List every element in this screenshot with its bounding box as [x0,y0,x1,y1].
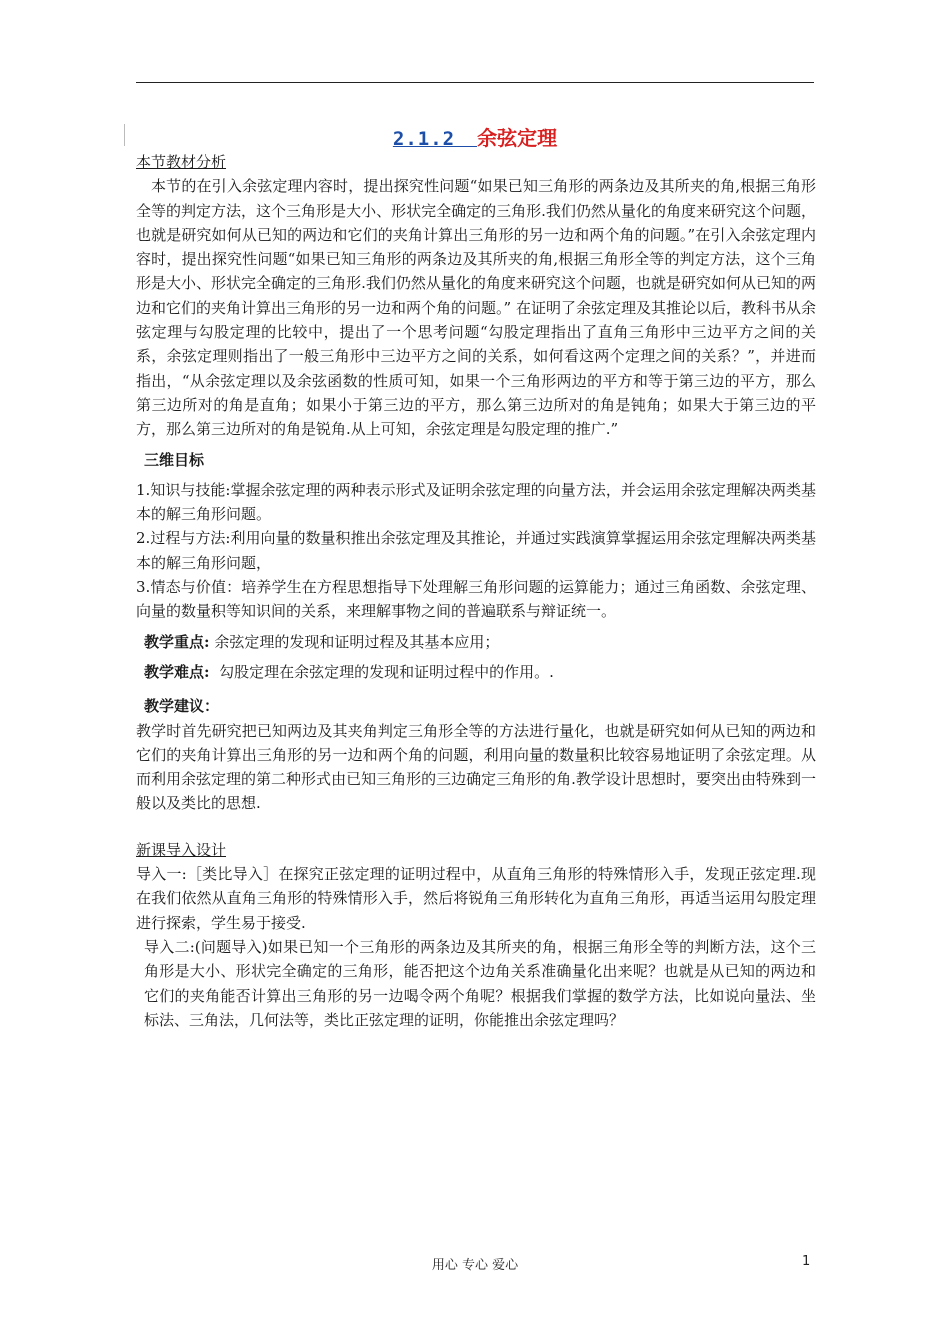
difficulty-label: 教学难点: [144,662,210,681]
title-number: 2.1.2 [392,128,456,150]
goals-heading: 三维目标 [144,450,205,469]
difficulty-text: 勾股定理在余弦定理的发现和证明过程中的作用。. [219,662,554,681]
intro-two: 导入二:(问题导入)如果已知一个三角形的两条边及其所夹的角，根据三角形全等的判断方法，这个三角形是大小、形状完全确定的三角形，能否把这个边角关系准确量化出来呢？也就是从已知的两边和它们的夹角能否计算出三角形的另一边喝令两个角呢？根据我们掌握的数学方法，比如说向量法、坐标法、三角法，几何法等，类比正弦定理的证明，你能推出余弦定理吗？ [144,937,816,1029]
header-rule [136,82,814,83]
key-points-label: 教学重点: [144,632,210,651]
suggestion-heading: 教学建议： [144,697,220,716]
key-points [136,630,816,654]
footer-motto: 用心 专心 爱心 [431,1258,519,1273]
difficulty-points [136,660,816,684]
document-body [136,150,816,1032]
page-number: 1 [802,1254,811,1269]
title-gap [455,126,477,147]
goal-knowledge: 1.知识与技能:掌握余弦定理的两种表示形式及证明余弦定理的向量方法，并会运用余弦定理解决两类基本的解三角形问题。 [136,480,816,524]
intro-heading: 新课导入设计 [136,840,227,859]
suggestion-paragraph: 教学时首先研究把已知两边及其夹角判定三角形全等的方法进行量化，也就是研究如何从已知的两边和它们的夹角计算出三角形的另一边和两个角的问题，利用向量的数量积比较容易地证明了余弦定理。从而利用余弦定理的第二种形式由已知三角形的三边确定三角形的角.教学设计思想时，要突出由特殊到一般以及类比的思想. [136,721,816,813]
title-name: 余弦定理 [477,126,558,150]
goal-attitude: 3.情态与价值：培养学生在方程思想指导下处理解三角形问题的运算能力；通过三角函数、余弦定理、向量的数量积等知识间的关系，来理解事物之间的普遍联系与辩证统一。 [136,578,816,621]
analysis-paragraph: 本节的在引入余弦定理内容时，提出探究性问题“如果已知三角形的两条边及其所夹的角,根据三角形全等的判定方法，这个三角形是大小、形状完全确定的三角形.我们仍然从量化的角度来研究这个问题，也就是研究如何从已知的两边和它们的夹角计算出三角形的另一边和两个角的问题。”在引入余弦定理内容时，提出探究性问题“如果已知三角形的两条边及其所夹的角,根据三角形全等的判定方法，这个三角形是大小、形状完全确定的三角形.我们仍然从量化的角度来研究这个问题，也就是研究如何从已知的两边和它们的夹角计算出三角形的另一边和两个角的问题。” 在证明了余弦定理及其推论以后，教科书从余弦定理与勾股定理的比较中，提出了一个思考问题“勾股定理指出了直角三角形中三边平方之间的关系，余弦定理则指出了一般三角形中三边平方之间的关系，如何看这两个定理之间的关系？”，并进而指出，“从余弦定理以及余弦函数的性质可知，如果一个三角形两边的平方和等于第三边的平方，那么第三边所对的角是直角；如果小于第三边的平方，那么第三边所对的角是钝角；如果大于第三边的平方，那么第三边所对的角是锐角.从上可知，余弦定理是勾股定理的推广.” [136,177,816,439]
key-points-text: 余弦定理的发现和证明过程及其基本应用； [214,632,500,651]
analysis-heading: 本节教材分析 [136,153,227,171]
goal-process: 2.过程与方法:利用向量的数量积推出余弦定理及其推论，并通过实践演算掌握运用余弦定理解决两类基本的解三角形问题， [136,529,816,572]
intro-one: 导入一:［类比导入］在探究正弦定理的证明过程中，从直角三角形的特殊情形入手，发现正弦定理.现在我们依然从直角三角形的特殊情形入手，然后将锐角三角形转化为直角三角形，再适当运用勾股定理进行探索，学生易于接受. [136,865,816,932]
page-title [0,124,950,153]
